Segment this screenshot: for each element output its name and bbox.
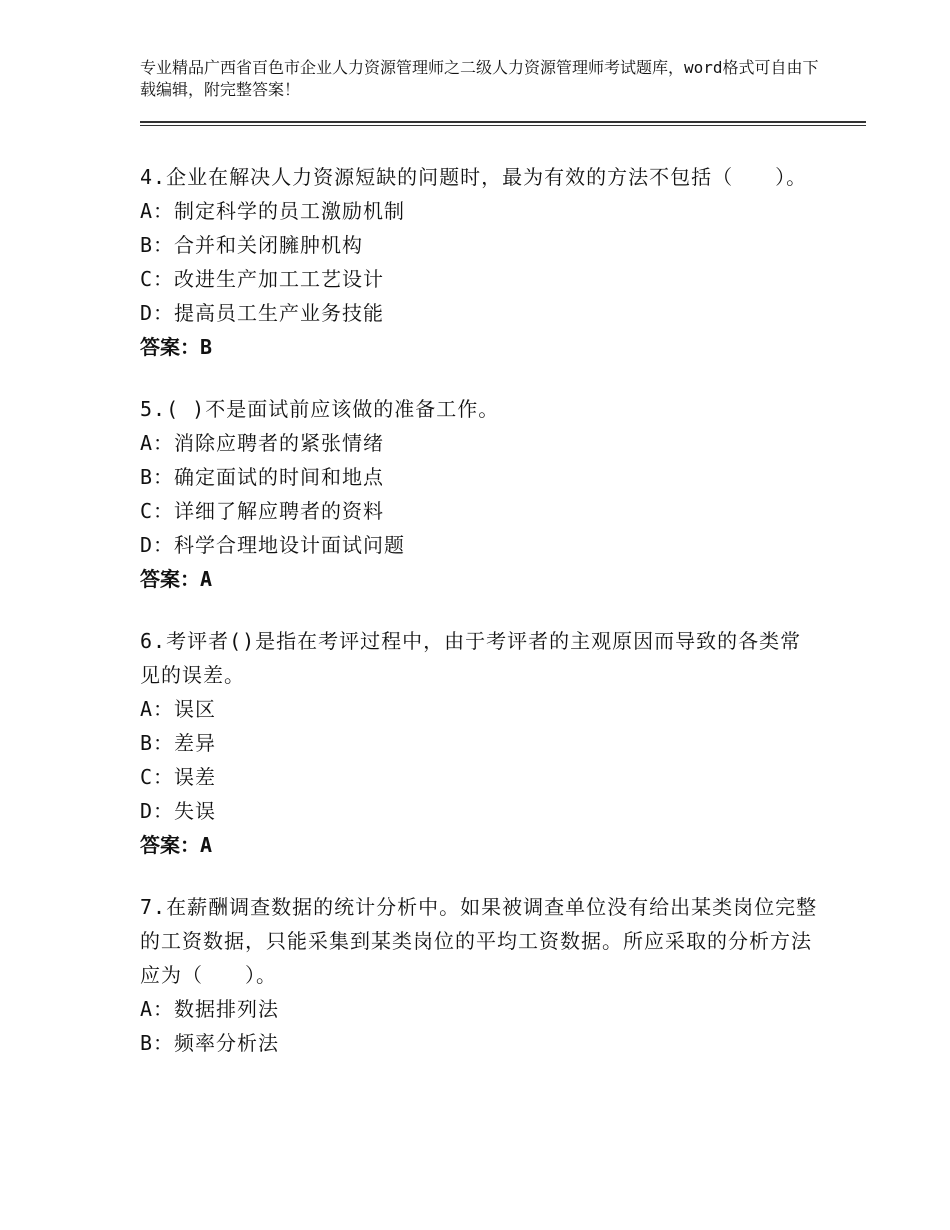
option-a (140, 426, 820, 460)
option-label: C： (140, 765, 175, 789)
option-text: 误区 (174, 697, 217, 721)
option-label: D： (140, 799, 175, 823)
question-text: 5.( )不是面试前应该做的准备工作。 (140, 397, 500, 421)
option-label: A： (140, 697, 175, 721)
option-d (140, 296, 820, 330)
option-text: 数据排列法 (174, 997, 280, 1021)
option-c (140, 760, 820, 794)
option-d (140, 528, 820, 562)
option-label: B： (140, 731, 175, 755)
question-4 (140, 160, 820, 364)
option-text: 提高员工生产业务技能 (174, 301, 385, 325)
question-text: 4.企业在解决人力资源短缺的问题时，最为有效的方法不包括（ ）。 (140, 165, 808, 189)
option-c (140, 262, 820, 296)
question-text: 6.考评者()是指在考评过程中，由于考评者的主观原因而导致的各类常见的误差。 (140, 629, 802, 687)
option-text: 制定科学的员工激励机制 (174, 199, 406, 223)
option-label: C： (140, 499, 175, 523)
header-divider-thin (140, 125, 866, 126)
option-text: 频率分析法 (174, 1031, 280, 1055)
answer: 答案：A (140, 833, 213, 857)
option-text: 科学合理地设计面试问题 (174, 533, 406, 557)
option-label: B： (140, 1031, 175, 1055)
question-text: 7.在薪酬调查数据的统计分析中。如果被调查单位没有给出某类岗位完整的工资数据，只能采集到某类岗位的平均工资数据。所应采取的分析方法应为（ ）。 (140, 895, 818, 987)
option-a (140, 194, 820, 228)
option-c (140, 494, 820, 528)
question-6 (140, 624, 820, 862)
document-header-title: 专业精品广西省百色市企业人力资源管理师之二级人力资源管理师考试题库，word格式可自由下载编辑，附完整答案！ (140, 58, 819, 99)
header-divider (140, 121, 866, 123)
option-text: 确定面试的时间和地点 (174, 465, 385, 489)
question-list (140, 160, 820, 1088)
option-b (140, 1026, 820, 1060)
option-a (140, 992, 820, 1026)
option-a (140, 692, 820, 726)
option-label: A： (140, 997, 175, 1021)
option-label: B： (140, 465, 175, 489)
question-7 (140, 890, 820, 1060)
option-b (140, 726, 820, 760)
option-text: 消除应聘者的紧张情绪 (174, 431, 385, 455)
answer: 答案：A (140, 567, 213, 591)
option-text: 误差 (174, 765, 217, 789)
option-b (140, 228, 820, 262)
answer: 答案：B (140, 335, 213, 359)
option-label: D： (140, 533, 175, 557)
question-5 (140, 392, 820, 596)
option-text: 失误 (174, 799, 217, 823)
option-text: 改进生产加工工艺设计 (174, 267, 385, 291)
option-label: A： (140, 431, 175, 455)
option-label: D： (140, 301, 175, 325)
option-text: 详细了解应聘者的资料 (174, 499, 385, 523)
option-label: A： (140, 199, 175, 223)
option-text: 差异 (174, 731, 217, 755)
option-b (140, 460, 820, 494)
option-label: B： (140, 233, 175, 257)
option-text: 合并和关闭臃肿机构 (174, 233, 364, 257)
option-label: C： (140, 267, 175, 291)
option-d (140, 794, 820, 828)
